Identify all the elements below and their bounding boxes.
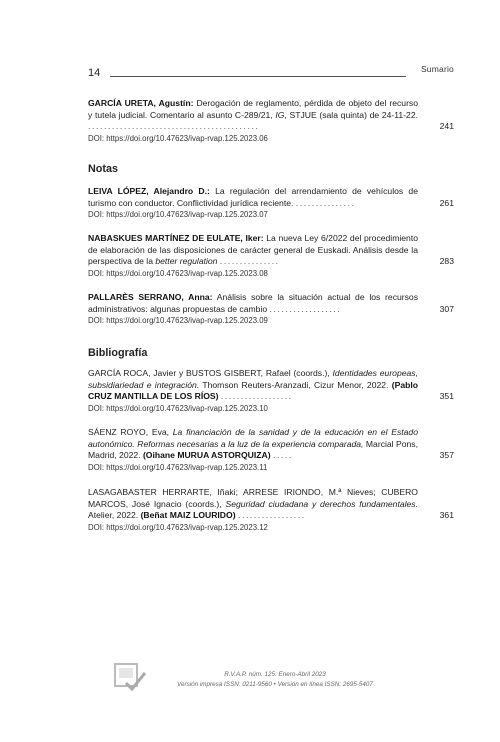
entry-title-italic: Identidades europeas, subsidiariedad e integración. <box>88 368 418 390</box>
entry-title-italic: better regulation <box>155 256 218 267</box>
entry-doi[interactable]: DOI: https://doi.org/10.47623/ivap-rvap.125.2023.09 <box>88 316 268 326</box>
entry-page-number: 241 <box>439 121 454 131</box>
leader-dots: ........................................... <box>88 121 260 132</box>
entry-page-number: 357 <box>439 450 454 460</box>
entry-title: SÁENZ ROYO, Eva, <box>88 427 173 437</box>
entry-reviewer: (Oihane MURUA ASTORQUIZA) <box>142 450 271 461</box>
header-rule <box>110 76 406 77</box>
leader-dots: ............... <box>295 197 356 208</box>
entry-title: Derogación de reglamento, pérdida de objeto del recurso y tutela judicial. Comentario al asunto C-289/21, <box>88 98 419 120</box>
entry-author: PALLARÈS SERRANO, Anna: <box>88 292 213 302</box>
license-logo-icon <box>114 663 146 693</box>
footer-journal-line: R.V.A.P. núm. 125. Enero-Abril 2023 <box>224 671 326 678</box>
entry-body <box>88 233 418 268</box>
entry-page-number: 307 <box>439 304 454 314</box>
entry-title: GARCÍA ROCA, Javier y BUSTOS GISBERT, Rafael (coords.), <box>88 368 333 378</box>
footer-issn-line: Versión impresa ISSN: 0211-9560 • Versión en línea ISSN: 2695-5407 <box>177 680 373 688</box>
page-number: 14 <box>88 67 101 79</box>
entry-body <box>88 368 418 403</box>
entry-body <box>88 186 418 209</box>
toc-entry <box>88 368 454 414</box>
entry-doi[interactable]: DOI: https://doi.org/10.47623/ivap-rvap.125.2023.08 <box>88 268 268 278</box>
entry-doi[interactable]: DOI: https://doi.org/10.47623/ivap-rvap.125.2023.07 <box>88 210 268 220</box>
entry-doi[interactable]: DOI: https://doi.org/10.47623/ivap-rvap.125.2023.06 <box>88 133 268 143</box>
entry-page-number: 261 <box>439 198 454 208</box>
entry-title-italic: IG <box>275 109 285 120</box>
entry-title: La nueva Ley 6/2022 del procedimiento de elaboración de las disposiciones de carácter general de Euskadi. Análisis desde la perspectiva de la <box>88 233 419 267</box>
entry-page-number: 283 <box>439 256 454 266</box>
entry-title-rest: , STJUE (sala quinta) de 24-11-22. <box>284 109 418 120</box>
toc-entry <box>88 427 454 473</box>
entry-title-italic: La financiación de la sanidad y de la educación en el Estado autonómico. Reformas necesarias a la luz de la experiencia comparada, <box>88 427 418 449</box>
section-heading-bibliografia: Bibliografía <box>88 347 148 359</box>
leader-dots: .................. <box>220 391 293 402</box>
entry-author: LEIVA LÓPEZ, Alejandro D.: <box>88 186 210 196</box>
entry-page-number: 361 <box>439 510 454 520</box>
toc-entry <box>88 233 454 279</box>
entry-title: Análisis sobre la situación actual de los recursos administrativos: algunas propuestas de cambio <box>88 292 419 314</box>
entry-doi[interactable]: DOI: https://doi.org/10.47623/ivap-rvap.125.2023.12 <box>88 522 268 532</box>
entry-reviewer: (Beñat MAIZ LOURIDO) <box>140 510 236 521</box>
toc-entry <box>88 487 454 533</box>
leader-dots: ................. <box>237 510 306 521</box>
entry-title: La regulación del arrendamiento de vehículos de turismo con conductor. Conflictividad jurídica reciente. <box>88 186 418 208</box>
entry-title-italic: Seguridad ciudadana y derechos fundamentales. <box>225 498 418 509</box>
entry-title: LASAGABASTER HERRARTE, Iñaki; ARRESE IRIONDO, M.ª Nieves; CUBERO MARCOS, José Ignacio (coords.), <box>88 487 418 509</box>
toc-entry <box>88 292 454 327</box>
entry-doi[interactable]: DOI: https://doi.org/10.47623/ivap-rvap.125.2023.10 <box>88 403 268 413</box>
entry-author: GARCÍA URETA, Agustín: <box>88 98 194 108</box>
leader-dots: .................. <box>269 303 342 314</box>
entry-doi[interactable]: DOI: https://doi.org/10.47623/ivap-rvap.125.2023.11 <box>88 462 268 472</box>
entry-title-rest: Marcial Pons, Madrid, 2022. <box>88 438 418 461</box>
entry-body <box>88 427 418 462</box>
page-footer <box>150 670 400 689</box>
entry-page-number: 351 <box>439 391 454 401</box>
page-header <box>88 64 454 80</box>
toc-entry <box>88 186 454 221</box>
entry-author: NABASKUES MARTÍNEZ DE EULATE, Iker: <box>88 233 264 243</box>
entry-body <box>88 292 418 315</box>
section-heading-notas: Notas <box>88 163 118 175</box>
toc-entry <box>88 98 454 144</box>
entry-body <box>88 98 418 133</box>
leader-dots: ............... <box>219 256 280 267</box>
leader-dots: ..... <box>272 450 293 461</box>
entry-title-rest: Atelier, 2022. <box>88 510 141 521</box>
entry-reviewer: (Pablo CRUZ MANTILLA DE LOS RÍOS) <box>88 379 418 402</box>
section-label: Sumario <box>420 64 454 74</box>
entry-body <box>88 487 418 522</box>
entry-title-rest: Thomson Reuters-Aranzadi, Cizur Menor, 2022. <box>199 379 392 390</box>
